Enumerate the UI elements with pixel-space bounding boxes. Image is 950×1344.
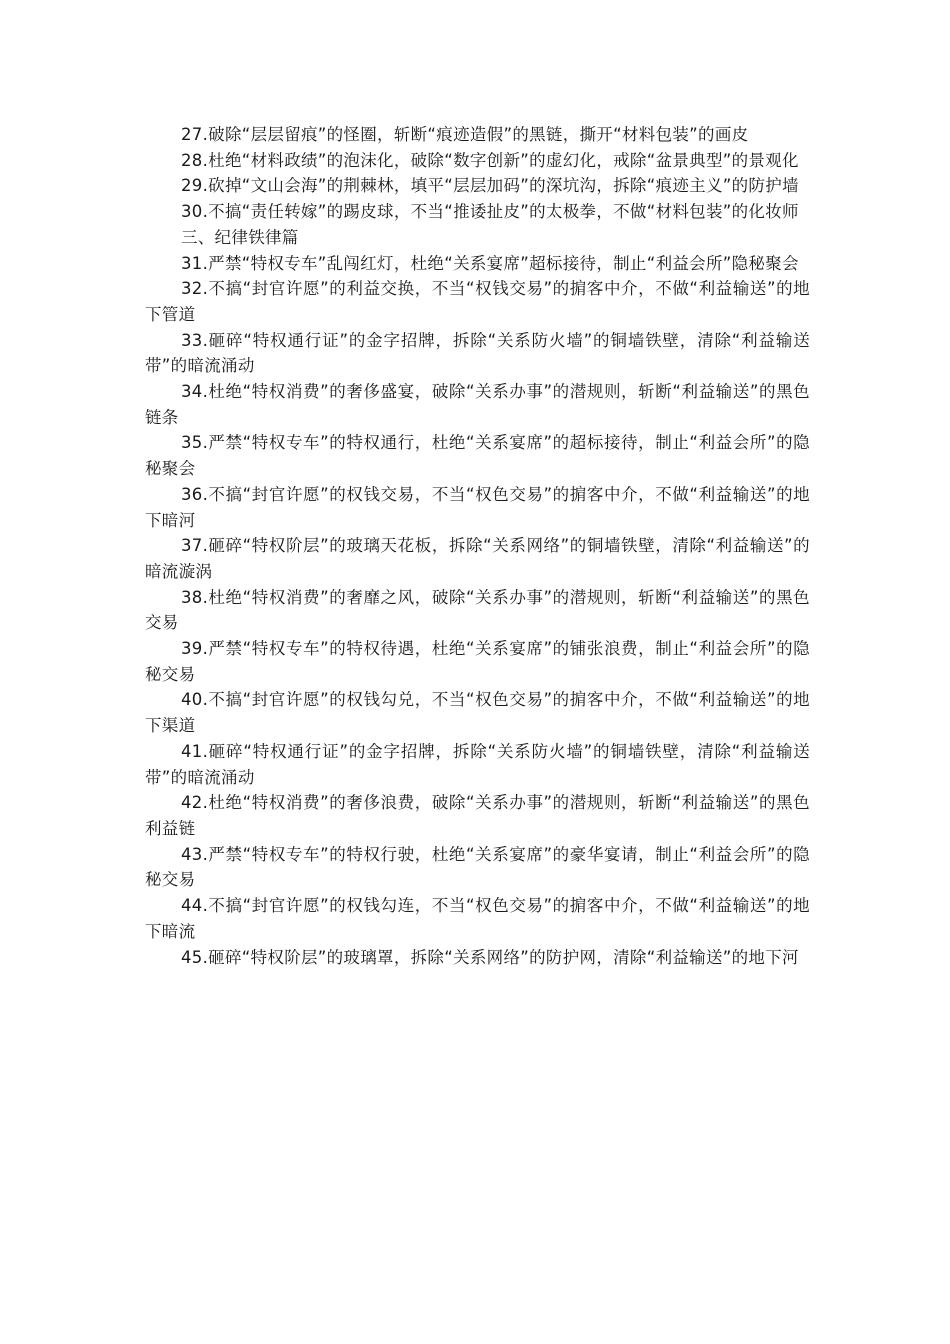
list-item: 30.不搞“责任转嫁”的踢皮球，不当“推诿扯皮”的太极拳，不做“材料包装”的化妆师: [181, 202, 799, 222]
list-item: 36.不搞“封官许愿”的权钱交易，不当“权色交易”的掮客中介，不做“利益输送”的地下暗河: [145, 484, 810, 530]
list-item: 34.杜绝“特权消费”的奢侈盛宴，破除“关系办事”的潜规则，斩断“利益输送”的黑色链条: [145, 382, 810, 427]
document-page: [145, 122, 810, 970]
list-item: 28.杜绝“材料政绩”的泡沫化，破除“数字创新”的虚幻化，戒除“盆景典型”的景观化: [181, 150, 799, 170]
list-item: 33.砸碎“特权通行证”的金字招牌，拆除“关系防火墙”的铜墙铁壁，清除“利益输送带”的暗流涌动: [145, 330, 810, 376]
list-item: 41.砸碎“特权通行证”的金字招牌，拆除“关系防火墙”的铜墙铁壁，清除“利益输送带”的暗流涌动: [145, 741, 810, 787]
list-item: 32.不搞“封官许愿”的利益交换，不当“权钱交易”的掮客中介，不做“利益输送”的地下管道: [145, 279, 810, 324]
list-item: 38.杜绝“特权消费”的奢靡之风，破除“关系办事”的潜规则，斩断“利益输送”的黑色交易: [145, 587, 810, 633]
list-item: 31.严禁“特权专车”乱闯红灯，杜绝“关系宴席”超标接待，制止“利益会所”隐秘聚会: [181, 253, 799, 273]
section-heading: 三、纪律铁律篇: [181, 227, 299, 247]
list-item: 37.砸碎“特权阶层”的玻璃天花板，拆除“关系网络”的铜墙铁壁，清除“利益输送”的暗流漩涡: [145, 536, 810, 581]
list-item: 40.不搞“封官许愿”的权钱勾兑，不当“权色交易”的掮客中介，不做“利益输送”的地下渠道: [145, 690, 810, 736]
list-item: 39.严禁“特权专车”的特权待遇，杜绝“关系宴席”的铺张浪费，制止“利益会所”的隐秘交易: [145, 639, 810, 684]
list-item: 44.不搞“封官许愿”的权钱勾连，不当“权色交易”的掮客中介，不做“利益输送”的地下暗流: [145, 896, 810, 941]
list-item: 29.砍掉“文山会海”的荆棘林，填平“层层加码”的深坑沟，拆除“痕迹主义”的防护墙: [181, 176, 799, 196]
list-item: 42.杜绝“特权消费”的奢侈浪费，破除“关系办事”的潜规则，斩断“利益输送”的黑色利益链: [145, 793, 810, 838]
list-item: 43.严禁“特权专车”的特权行驶，杜绝“关系宴席”的豪华宴请，制止“利益会所”的隐秘交易: [145, 844, 810, 890]
list-item: 27.破除“层层留痕”的怪圈，斩断“痕迹造假”的黑链，撕开“材料包装”的画皮: [181, 125, 749, 144]
list-item: 45.砸碎“特权阶层”的玻璃罩，拆除“关系网络”的防护网，清除“利益输送”的地下河: [181, 947, 799, 967]
list-item: 35.严禁“特权专车”的特权通行，杜绝“关系宴席”的超标接待，制止“利益会所”的隐秘聚会: [145, 433, 810, 479]
